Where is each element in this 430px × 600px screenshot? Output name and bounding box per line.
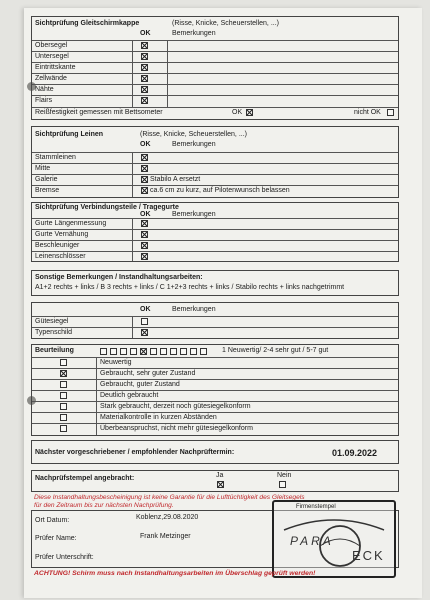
risers-row: Beschleuniger [32, 241, 398, 252]
lines-hint: (Risse, Knicke, Scheuerstellen, ...) [140, 131, 247, 138]
assessment-checkbox[interactable] [60, 370, 67, 377]
maintenance-title: Sonstige Bemerkungen / Instandhaltungsarbeiten: [35, 274, 203, 281]
grade-box[interactable] [160, 348, 167, 355]
remarks-header: Bemerkungen [172, 30, 216, 37]
place-date-value: Koblenz,29.08.2020 [136, 514, 199, 521]
canopy-title: Sichtprüfung Gleitschirmkappe [35, 20, 140, 27]
stamp-header: Firmenstempel [296, 504, 336, 510]
canopy-check-section [31, 16, 399, 120]
grade-box[interactable] [150, 348, 157, 355]
canopy-row-checkbox[interactable] [141, 75, 148, 82]
risers-row: Gurte Längenmessung [32, 219, 398, 230]
lines-row: Stammleinen [32, 153, 398, 164]
canopy-row: Flairs [32, 96, 398, 107]
seal-row: Typenschild [32, 328, 398, 339]
lines-row-checkbox[interactable] [141, 187, 148, 194]
grade-box[interactable] [200, 348, 207, 355]
seal-row: Gütesiegel [32, 317, 398, 328]
seal-row-checkbox[interactable] [141, 318, 148, 325]
lines-row: Galerie Stabilo A ersetzt [32, 175, 398, 186]
lines-row-checkbox[interactable] [141, 176, 148, 183]
risers-check-section: Sichtprüfung Verbindungsteile / Tragegurte OK Bemerkungen Gurte Längenmessung Gurte Vernähung Beschleuniger Leinenschlösser [31, 202, 399, 262]
canopy-row: Zellwände [32, 74, 398, 85]
risers-row-checkbox[interactable] [141, 231, 148, 238]
next-inspection-section: Nächster vorgeschriebener / empfohlender Nachprüftermin: 01.09.2022 [31, 440, 399, 464]
canopy-row: Untersegel [32, 52, 398, 63]
grade-box[interactable] [170, 348, 177, 355]
lines-row-remark: ca.6 cm zu kurz, auf Pilotenwunsch belassen [150, 187, 290, 194]
inspector-name-value: Frank Metzinger [140, 533, 191, 540]
grade-box[interactable] [110, 348, 117, 355]
tear-strength-row: Reißfestigkeit gemessen mit Bettsometer OK nicht OK [32, 107, 398, 118]
assessment-checkbox[interactable] [60, 414, 67, 421]
tear-not-ok-checkbox[interactable] [387, 109, 394, 116]
assessment-row: Gebraucht, guter Zustand [32, 380, 398, 391]
assessment-checkbox[interactable] [60, 425, 67, 432]
grade-box[interactable] [190, 348, 197, 355]
grade-box[interactable] [140, 348, 147, 355]
inspector-section: Ort Datum: Koblenz,29.08.2020 Prüfer Name: Frank Metzinger Prüfer Unterschrift: [31, 510, 399, 568]
assessment-section [31, 344, 399, 436]
assessment-checkbox[interactable] [60, 381, 67, 388]
canopy-row-checkbox[interactable] [141, 42, 148, 49]
assessment-row: Gebraucht, sehr guter Zustand [32, 369, 398, 380]
tear-ok-checkbox[interactable] [246, 109, 253, 116]
assessment-checkbox[interactable] [60, 359, 67, 366]
canopy-row-checkbox[interactable] [141, 97, 148, 104]
seal-row-checkbox[interactable] [141, 329, 148, 336]
grade-box[interactable] [130, 348, 137, 355]
lines-check-section: Sichtprüfung Leinen (Risse, Knicke, Scheuerstellen, ...) OK Bemerkungen Stammleinen Mitte Galerie Stabilo A ersetzt Bremse ca.6 cm zu kurz, auf Pilotenwunsch belassen [31, 126, 399, 198]
risers-row: Gurte Vernähung [32, 230, 398, 241]
assessment-row: Deutlich gebraucht [32, 391, 398, 402]
lines-row: Bremse ca.6 cm zu kurz, auf Pilotenwunsch belassen [35, 187, 290, 194]
seal-check-section: OK Bemerkungen Gütesiegel Typenschild [31, 302, 399, 339]
canopy-row: Eintrittskante [32, 63, 398, 74]
assessment-title: Beurteilung [35, 347, 74, 354]
grade-scale-legend: 1 Neuwertig/ 2-4 sehr gut / 5-7 gut [222, 347, 329, 354]
canopy-row-checkbox[interactable] [141, 86, 148, 93]
grade-box[interactable] [120, 348, 127, 355]
maintenance-remarks-section [31, 270, 399, 296]
lines-row-remark: Stabilo A ersetzt [150, 176, 201, 183]
risers-title: Sichtprüfung Verbindungsteile / Tragegurte [35, 204, 179, 211]
lines-row-checkbox[interactable] [141, 165, 148, 172]
stamp-brand-left: PARA [290, 534, 334, 548]
assessment-row: Überbeanspruchst, nicht mehr gütesiegelkonform [32, 424, 398, 435]
assessment-row: Materialkontrolle in kurzen Abständen [32, 413, 398, 424]
inspection-sheet [24, 8, 422, 598]
stamp-yes-checkbox[interactable] [217, 481, 224, 488]
canopy-hint: (Risse, Knicke, Scheuerstellen, ...) [172, 20, 279, 27]
inspection-stamp-section: Nachprüfstempel angebracht: Ja Nein [31, 470, 399, 492]
stamp-brand-right: ECK [352, 548, 385, 563]
assessment-row: Stark gebraucht, derzeit noch gütesiegelkonform [32, 402, 398, 413]
canopy-row: Nähte [32, 85, 398, 96]
maintenance-text: A1+2 rechts + links / B 3 rechts + links / C 1+2+3 rechts + links / Stabilo rechts + links nachgetrimmt [35, 284, 345, 291]
lines-title: Sichtprüfung Leinen [35, 131, 104, 138]
risers-row: Leinenschlösser [32, 252, 398, 263]
risers-row-checkbox[interactable] [141, 242, 148, 249]
company-stamp [272, 500, 396, 578]
risers-row-checkbox[interactable] [141, 253, 148, 260]
lines-row-checkbox[interactable] [141, 154, 148, 161]
risers-row-checkbox[interactable] [141, 220, 148, 227]
disclaimer-line-2: für den Zeitraum bis zur nächsten Nachprüfung. [34, 502, 174, 509]
ok-header: OK [140, 30, 151, 37]
warning-text: ACHTUNG! Schirm muss nach Instandhaltungsarbeiten im Überschlag geprüft werden! [34, 570, 316, 577]
assessment-checkbox[interactable] [60, 392, 67, 399]
canopy-row: Obersegel [32, 41, 398, 52]
stamp-no-checkbox[interactable] [279, 481, 286, 488]
next-inspection-date: 01.09.2022 [332, 448, 378, 458]
assessment-checkbox[interactable] [60, 403, 67, 410]
assessment-row: Neuwertig [32, 358, 398, 369]
lines-row: Mitte [32, 164, 398, 175]
grade-box[interactable] [180, 348, 187, 355]
disclaimer-line-1: Diese Instandhaltungsbescheinigung ist keine Garantie für die Lufttüchtigkeit des Gleitsegels [34, 494, 305, 501]
canopy-row-checkbox[interactable] [141, 53, 148, 60]
canopy-row-checkbox[interactable] [141, 64, 148, 71]
grade-box[interactable] [100, 348, 107, 355]
